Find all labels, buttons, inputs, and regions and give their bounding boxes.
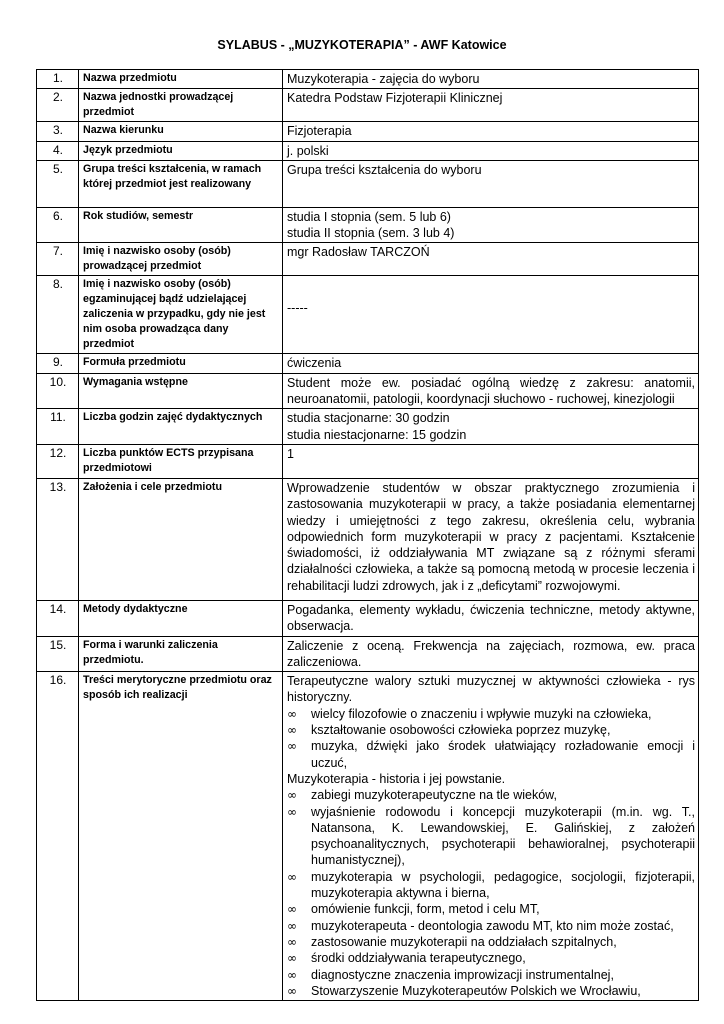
document-title: SYLABUS - „MUZYKOTERAPIA” - AWF Katowice bbox=[217, 38, 507, 52]
row-label: Formuła przedmiotu bbox=[79, 354, 283, 373]
content-list-1 bbox=[287, 706, 695, 771]
table-row bbox=[37, 636, 699, 672]
row-label: Imię i nazwisko osoby (osób) egzaminującej bądź udzielającej zaliczenia w przypadku, gdy nie jest nim osoba prowadząca dany przedmiot bbox=[79, 276, 283, 354]
row-number: 14. bbox=[37, 600, 79, 636]
syllabus-table bbox=[36, 69, 699, 1001]
infinity-bullet-icon: ∞ bbox=[287, 967, 297, 982]
row-value: mgr Radosław TARCZOŃ bbox=[283, 243, 699, 276]
row-value: Zaliczenie z oceną. Frekwencja na zajęciach, rozmowa, ew. praca zaliczeniowa. bbox=[283, 636, 699, 672]
empty-value: ----- bbox=[287, 301, 308, 316]
list-item: ∞ muzyka, dźwięki jako środek ułatwiający rozładowanie emocji i uczuć, bbox=[287, 739, 695, 770]
infinity-bullet-icon: ∞ bbox=[287, 869, 297, 884]
row-label: Liczba godzin zajęć dydaktycznych bbox=[79, 409, 283, 445]
hours-full-time: studia stacjonarne: 30 godzin bbox=[287, 411, 450, 426]
table-row bbox=[37, 600, 699, 636]
row-label: Język przedmiotu bbox=[79, 141, 283, 160]
table-row bbox=[37, 141, 699, 160]
table-row bbox=[37, 354, 699, 373]
row-value bbox=[283, 276, 699, 354]
row-value: Wprowadzenie studentów w obszar praktycznego zrozumienia i zastosowania muzykoterapii w pracy, a także posiadania elementarnej wiedzy i umiejętności z tego zakresu, określenia celu, wybrania odpowiednich form muzykoterapii w pracy z pacjentami. Kształcenie świadomości, iż oddziaływania MT związane są z różnymi sferami działalności człowieka, a także są pomocną metodą w procesie leczenia i rehabilitacji ludzi zdrowych, jak i z „deficytami” rozwojowymi. bbox=[283, 478, 699, 600]
row-number: 12. bbox=[37, 444, 79, 478]
row-number: 7. bbox=[37, 243, 79, 276]
infinity-bullet-icon: ∞ bbox=[287, 804, 297, 819]
table-row bbox=[37, 276, 699, 354]
row-label: Grupa treści kształcenia, w ramach której przedmiot jest realizowany bbox=[79, 160, 283, 207]
list-item: ∞ zastosowanie muzykoterapii na oddziałach szpitalnych, bbox=[287, 934, 617, 949]
infinity-bullet-icon: ∞ bbox=[287, 902, 297, 917]
list-item: ∞ środki oddziaływania terapeutycznego, bbox=[287, 951, 526, 966]
row-label: Założenia i cele przedmiotu bbox=[79, 478, 283, 600]
row-number: 2. bbox=[37, 89, 79, 122]
row-number: 13. bbox=[37, 478, 79, 600]
table-row bbox=[37, 89, 699, 122]
row-label: Liczba punktów ECTS przypisana przedmiotowi bbox=[79, 444, 283, 478]
row-number: 15. bbox=[37, 636, 79, 672]
row-value: 1 bbox=[283, 444, 699, 478]
list-item: ∞ wielcy filozofowie o znaczeniu i wpływie muzyki na człowieka, bbox=[287, 706, 652, 721]
table-row bbox=[37, 207, 699, 243]
row-number: 10. bbox=[37, 373, 79, 409]
study-level-2: studia II stopnia (sem. 3 lub 4) bbox=[287, 226, 455, 241]
table-row bbox=[37, 672, 699, 1001]
list-item: ∞ muzykoterapia w psychologii, pedagogice, socjologii, fizjoterapii, muzykoterapia aktywna i bierna, bbox=[287, 869, 695, 901]
row-label: Metody dydaktyczne bbox=[79, 600, 283, 636]
row-number: 5. bbox=[37, 160, 79, 207]
row-value: j. polski bbox=[283, 141, 699, 160]
table-row bbox=[37, 122, 699, 141]
row-label: Imię i nazwisko osoby (osób) prowadzącej przedmiot bbox=[79, 243, 283, 276]
infinity-bullet-icon: ∞ bbox=[287, 706, 297, 721]
row-value bbox=[283, 672, 699, 1001]
table-row bbox=[37, 444, 699, 478]
table-row bbox=[37, 243, 699, 276]
row-number: 11. bbox=[37, 409, 79, 445]
row-number: 8. bbox=[37, 276, 79, 354]
row-value: ćwiczenia bbox=[283, 354, 699, 373]
row-value: Muzykoterapia - zajęcia do wyboru bbox=[283, 70, 699, 89]
row-label: Rok studiów, semestr bbox=[79, 207, 283, 243]
list-item: ∞ zabiegi muzykoterapeutyczne na tle wieków, bbox=[287, 788, 557, 803]
table-row bbox=[37, 409, 699, 445]
list-item: ∞ wyjaśnienie rodowodu i koncepcji muzykoterapii (m.in. wg. T., Natansona, K. Lewandowskiej, E. Galińskiej, z założeń psychoanalitycznych, psychoterapii behawioralnej, psychoterapii humanistycznej), bbox=[287, 804, 695, 868]
row-label: Forma i warunki zaliczenia przedmiotu. bbox=[79, 636, 283, 672]
row-number: 1. bbox=[37, 70, 79, 89]
infinity-bullet-icon: ∞ bbox=[287, 723, 297, 738]
infinity-bullet-icon: ∞ bbox=[287, 951, 297, 966]
row-value: Grupa treści kształcenia do wyboru bbox=[283, 160, 699, 207]
infinity-bullet-icon: ∞ bbox=[287, 739, 297, 754]
row-value: Pogadanka, elementy wykładu, ćwiczenia techniczne, metody aktywne, obserwacja. bbox=[283, 600, 699, 636]
content-intro: Terapeutyczne walory sztuki muzycznej w aktywności człowieka - rys historyczny. bbox=[287, 674, 695, 705]
row-value: Katedra Podstaw Fizjoterapii Klinicznej bbox=[283, 89, 699, 122]
hours-part-time: studia niestacjonarne: 15 godzin bbox=[287, 427, 467, 442]
row-label: Wymagania wstępne bbox=[79, 373, 283, 409]
list-item: ∞ Stowarzyszenie Muzykoterapeutów Polskich we Wrocławiu, bbox=[287, 983, 641, 998]
row-number: 6. bbox=[37, 207, 79, 243]
row-number: 4. bbox=[37, 141, 79, 160]
row-number: 3. bbox=[37, 122, 79, 141]
list-item: ∞ omówienie funkcji, form, metod i celu MT, bbox=[287, 902, 540, 917]
row-value: Fizjoterapia bbox=[283, 122, 699, 141]
list-item: ∞ diagnostyczne znaczenia improwizacji instrumentalnej, bbox=[287, 967, 614, 982]
content-list-2 bbox=[287, 787, 695, 999]
row-label: Nazwa jednostki prowadzącej przedmiot bbox=[79, 89, 283, 122]
row-label: Treści merytoryczne przedmiotu oraz sposób ich realizacji bbox=[79, 672, 283, 1001]
table-row bbox=[37, 70, 699, 89]
list-item: ∞ kształtowanie osobowości człowieka poprzez muzykę, bbox=[287, 723, 611, 738]
row-label: Nazwa kierunku bbox=[79, 122, 283, 141]
content-subheading: Muzykoterapia - historia i jej powstanie. bbox=[287, 771, 506, 786]
infinity-bullet-icon: ∞ bbox=[287, 983, 297, 998]
row-number: 16. bbox=[37, 672, 79, 1001]
row-value: Student może ew. posiadać ogólną wiedzę z zakresu: anatomii, neuroanatomii, patologii, koordynacji słuchowo - ruchowej, kinezjologii bbox=[283, 373, 699, 409]
row-number: 9. bbox=[37, 354, 79, 373]
list-item: ∞ muzykoterapeuta - deontologia zawodu MT, kto nim może zostać, bbox=[287, 918, 674, 933]
row-value bbox=[283, 409, 699, 445]
infinity-bullet-icon: ∞ bbox=[287, 934, 297, 949]
infinity-bullet-icon: ∞ bbox=[287, 788, 297, 803]
table-row bbox=[37, 478, 699, 600]
row-value bbox=[283, 207, 699, 243]
row-label: Nazwa przedmiotu bbox=[79, 70, 283, 89]
table-row bbox=[37, 373, 699, 409]
table-row bbox=[37, 160, 699, 207]
infinity-bullet-icon: ∞ bbox=[287, 918, 297, 933]
study-level-1: studia I stopnia (sem. 5 lub 6) bbox=[287, 209, 451, 224]
